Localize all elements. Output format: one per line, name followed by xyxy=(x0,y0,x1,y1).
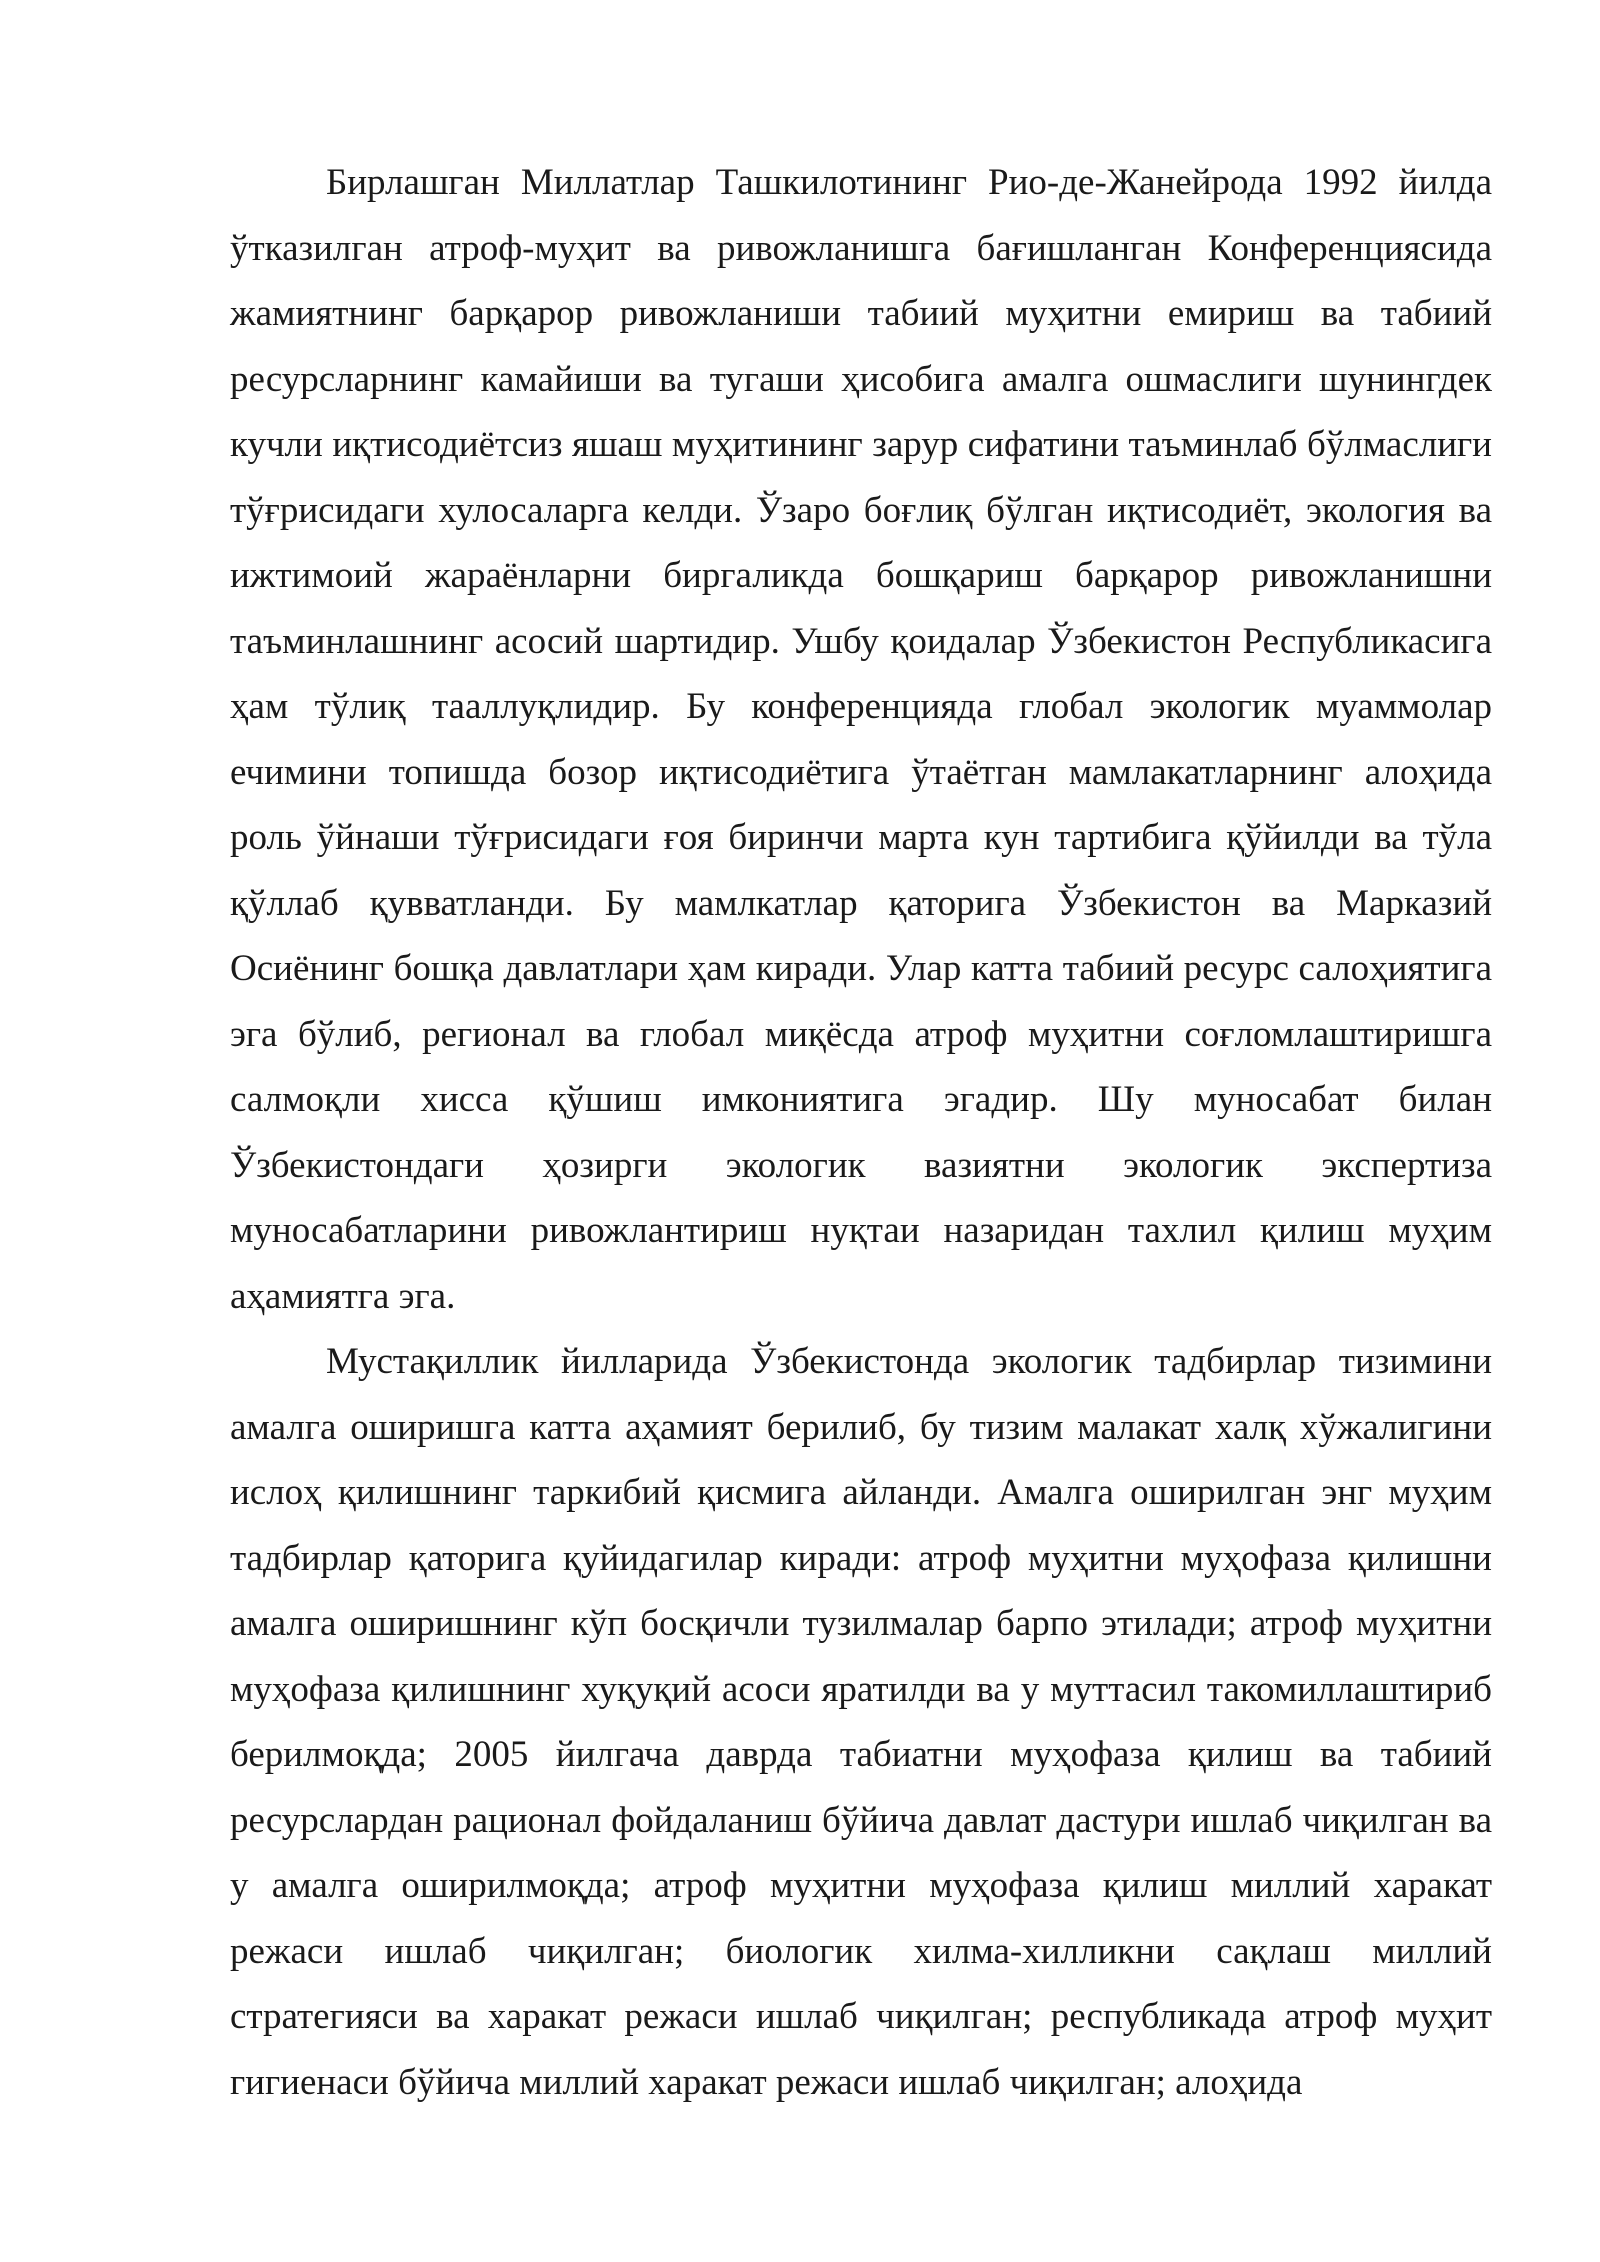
paragraph-rio-conference: Бирлашган Миллатлар Ташкилотининг Рио-де-Жанейрода 1992 йилда ўтказилган атроф-муҳит ва ривожланишга бағишланган Конференциясида жамиятнинг барқарор ривожланиши табиий муҳитни емириш ва табиий ресурсларнинг камайиши ва тугаши ҳисобига амалга ошмаслиги шунингдек кучли иқтисодиётсиз яшаш муҳитининг зарур сифатини таъминлаб бўлмаслиги тўғрисидаги хулосаларга келди. Ўзаро боғлиқ бўлган иқтисодиёт, экология ва ижтимоий жараёнларни биргаликда бошқариш барқарор ривожланишни таъминлашнинг асосий шартидир. Ушбу қоидалар Ўзбекистон Республикасига ҳам тўлиқ тааллуқлидир. Бу конференцияда глобал экологик муаммолар ечимини топишда бозор иқтисодиётига ўтаётган мамлакатларнинг алоҳида роль ўйнаши тўғрисидаги ғоя биринчи марта кун тартибига қўйилди ва тўла қўллаб қувватланди. Бу мамлкатлар қаторига Ўзбекистон ва Марказий Осиёнинг бошқа давлатлари ҳам киради. Улар катта табиий ресурс салоҳиятига эга бўлиб, регионал ва глобал миқёсда атроф муҳитни соғломлаштиришга салмоқли хисса қўшиш имкониятига эгадир. Шу муносабат билан Ўзбекистондаги ҳозирги экологик вазиятни экологик экспертиза муносабатларини ривожлантириш нуқтаи назаридан тахлил қилиш муҳим аҳамиятга эга. xyxy=(230,162,1492,1317)
document-page xyxy=(230,150,1492,2115)
paragraph-independence-measures: Мустақиллик йилларида Ўзбекистонда экологик тадбирлар тизимини амалга оширишга катта аҳамият берилиб, бу тизим малакат халқ хўжалигини ислоҳ қилишнинг таркибий қисмига айланди. Амалга оширилган энг муҳим тадбирлар қаторига қуйидагилар киради: атроф муҳитни муҳофаза қилишни амалга оширишнинг кўп босқичли тузилмалар барпо этилади; атроф муҳитни муҳофаза қилишнинг хуқуқий асоси яратилди ва у муттасил такомиллаштириб берилмоқда; 2005 йилгача даврда табиатни муҳофаза қилиш ва табиий ресурслардан рационал фойдаланиш бўйича давлат дастури ишлаб чиқилган ва у амалга оширилмоқда; атроф муҳитни муҳофаза қилиш миллий харакат режаси ишлаб чиқилган; биологик хилма-хилликни сақлаш миллий стратегияси ва харакат режаси ишлаб чиқилган; республикада атроф муҳит гигиенаси бўйича миллий харакат режаси ишлаб чиқилган; алоҳида xyxy=(230,1341,1492,2103)
